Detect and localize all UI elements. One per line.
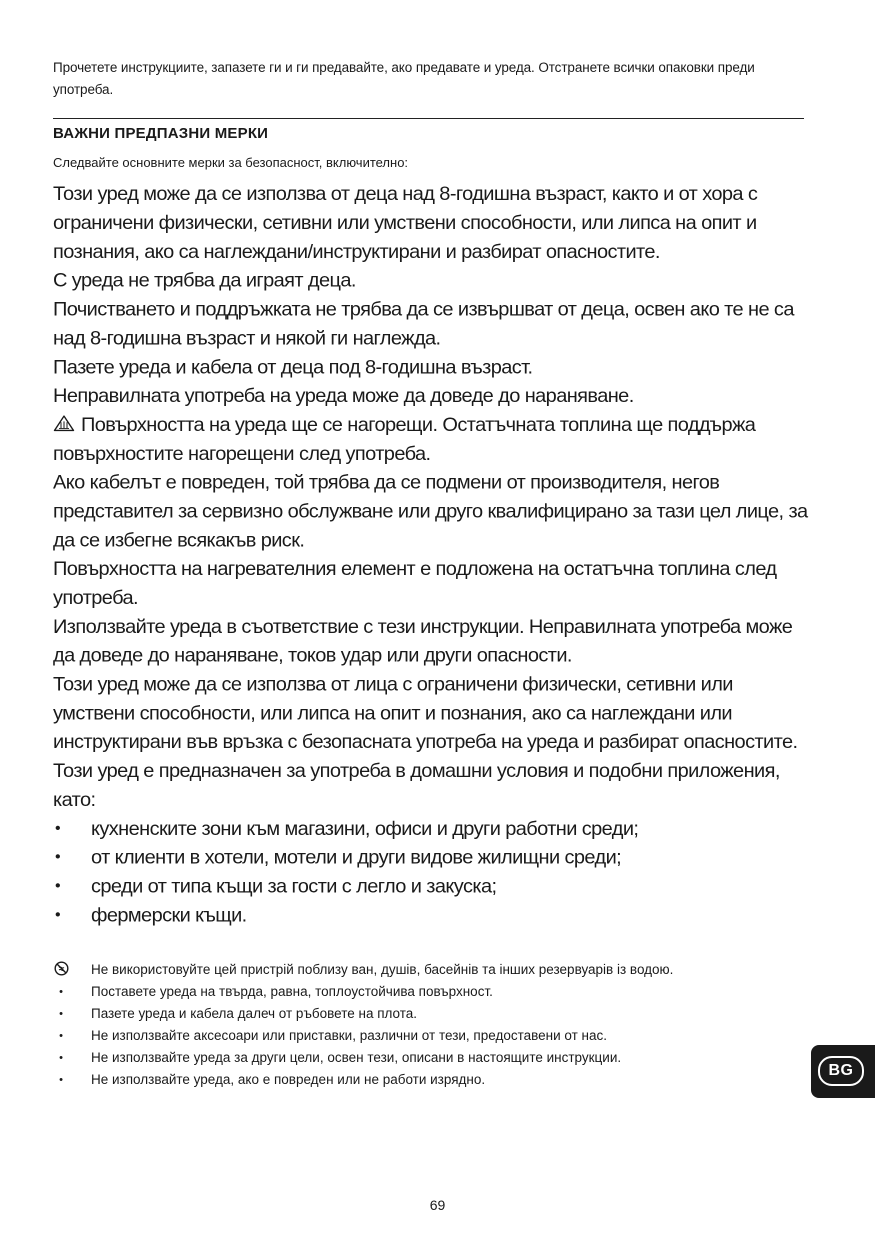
hot-surface-paragraph — [53, 411, 813, 469]
safety-paragraph-text: Повърхността на уреда ще се нагорещи. Остатъчната топлина ще поддържа повърхностите нагорещени след употреба. — [53, 414, 756, 465]
list-item — [53, 901, 813, 930]
page-number: 69 — [429, 1197, 446, 1213]
safety-paragraph: Ако кабелът е повреден, той трябва да се подмени от производителя, негов представител за сервизно обслужване или друго квалифицирано за тази цел лице, за да се избегне всякакъв риск. — [53, 472, 808, 552]
additional-instructions — [53, 959, 793, 1091]
list-item-text: Не използвайте уреда за други цели, освен тези, описани в настоящите инструкции. — [91, 1050, 622, 1065]
bullet: • — [55, 878, 61, 895]
language-badge: BG — [818, 1056, 864, 1086]
list-item — [53, 1047, 793, 1069]
list-item — [53, 1025, 793, 1047]
use-list — [53, 815, 813, 930]
section-divider — [53, 118, 804, 119]
safety-paragraph: Почистването и поддръжката не трябва да се извършват от деца, освен ако те не са над 8-годишна възраст и някой ги наглежда. — [53, 299, 794, 350]
list-item — [53, 1069, 793, 1091]
list-item — [53, 843, 813, 872]
list-item-text: Поставете уреда на твърда, равна, топлоустойчива повърхност. — [91, 984, 493, 999]
hot-surface-warning-icon — [53, 412, 75, 429]
list-item — [53, 981, 793, 1003]
safety-paragraph: Този уред е предназначен за употреба в домашни условия и подобни приложения, като: — [53, 760, 780, 811]
list-item-text: среди от типа къщи за гости с легло и закуска; — [91, 876, 497, 898]
list-item-text: Не използвайте аксесоари или приставки, различни от тези, предоставени от нас. — [91, 1028, 608, 1043]
list-item-text: фермерски къщи. — [91, 904, 247, 927]
bullet: • — [59, 1008, 63, 1020]
bullet: • — [55, 820, 61, 837]
safety-paragraph: Използвайте уреда в съответствие с тези инструкции. Неправилната употреба може да доведе до нараняване, токов удар или други опасности. — [53, 616, 793, 667]
safety-paragraph: Неправилната употреба на уреда може да доведе до нараняване. — [53, 385, 634, 407]
list-item — [53, 872, 813, 901]
safety-paragraph: С уреда не трябва да играят деца. — [53, 270, 356, 292]
list-item-text: Не използвайте уреда, ако е повреден или не работи изрядно. — [91, 1072, 486, 1087]
safety-paragraph: Повърхността на нагревателния елемент е подложена на остатъчна топлина след употреба. — [53, 558, 777, 609]
safety-paragraph: Този уред може да се използва от деца над 8-годишна възраст, както и от хора с ограничени физически, сетивни или умствени способности, или липса на опит и познания, ако са наглеждани/инструктирани и разбират опасностите. — [53, 183, 758, 263]
bullet: • — [59, 1074, 63, 1086]
list-item — [53, 1003, 793, 1025]
bullet: • — [59, 1052, 63, 1064]
bullet: • — [55, 849, 61, 866]
intro-text: Прочетете инструкциите, запазете ги и ги предавайте, ако предавате и уреда. Отстранете всички опаковки преди употреба. — [53, 60, 755, 97]
safety-instructions — [53, 180, 813, 930]
safety-paragraph: Пазете уреда и кабела от деца под 8-годишна възраст. — [53, 356, 533, 379]
safety-paragraph: Този уред може да се използва от лица с ограничени физически, сетивни или умствени способности, или липса на опит и познания, ако са наглеждани или инструктирани във връзка с безопасната употреба на уреда и разбират опасностите. — [53, 674, 798, 754]
bullet: • — [55, 906, 61, 924]
list-item-text: Не використовуйте цей пристрій поблизу ван, душів, басейнів та інших резервуарів із водою. — [91, 962, 674, 977]
section-heading: ВАЖНИ ПРЕДПАЗНИ МЕРКИ — [53, 125, 269, 142]
list-item-text: кухненските зони към магазини, офиси и други работни среди; — [91, 818, 639, 840]
list-item-text: от клиенти в хотели, мотели и други видове жилищни среди; — [91, 847, 622, 869]
list-item-text: Пазете уреда и кабела далеч от ръбовете на плота. — [91, 1006, 418, 1021]
section-subheading: Следвайте основните мерки за безопасност, включително: — [53, 155, 409, 170]
list-item — [53, 815, 813, 844]
bullet: • — [59, 1030, 63, 1042]
bullet: • — [59, 986, 63, 998]
language-tab — [811, 1045, 875, 1098]
no-water-icon — [53, 959, 69, 981]
list-item — [53, 959, 793, 981]
